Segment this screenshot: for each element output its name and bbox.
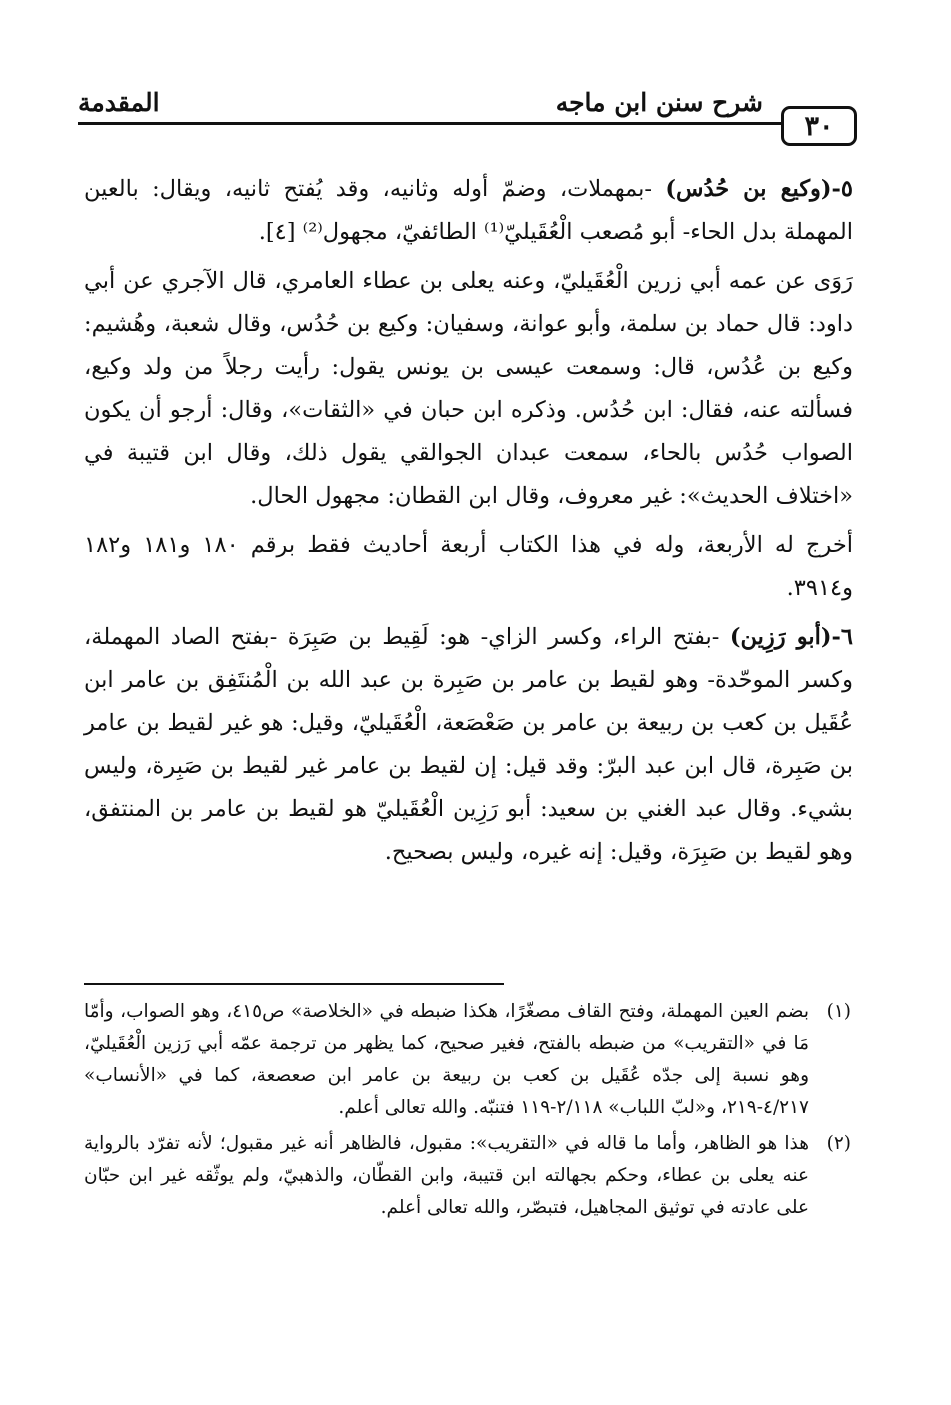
footnote-2-text: هذا هو الظاهر، وأما ما قاله في «التقريب»: مقبول، فالظاهر أنه غير مقبول؛ لأنه تفرّد بالرواية عنه يعلى بن عطاء، وحكم بجهالته ابن قتيبة، وابن القطّان، والذهبيّ، ولم يوثّقه غير ابن حبّان على عادته في توثيق المجاهيل، فتبصّر، والله تعالى أعلم. — [84, 1133, 809, 1218]
entry-5-text: -بمهملات، وضمّ أوله وثانيه، وقد يُفتح ثانيه، ويقال: بالعين المهملة بدل الحاء- أبو مُصعب الْعُقَيليّ⁽¹⁾ الطائفيّ، مجهول⁽²⁾ [٤]. — [84, 176, 853, 245]
footnotes — [84, 996, 851, 1228]
footnote-1-text: بضم العين المهملة، وفتح القاف مصغّرًا، هكذا ضبطه في «الخلاصة» ص٤١٥، وهو الصواب، وأمّا مَا في «التقريب» من ضبطه بالفتح، فغير صحيح، كما يظهر من ترجمة عمّه أبي رَزين الْعُقَيليّ، وهو نسبة إلى جدّه عُقَيل بن كعب بن ربيعة بن عامر ابن صعصعة، كما في «الأنساب» ٤/٢١٧-٢١٩، و«لبّ اللباب» ٢/١١٨-١١٩ فتنبّه. والله تعالى أعلم. — [84, 1001, 809, 1118]
entry-5-label: ٥-(وكيع بن حُدُس) — [665, 176, 853, 202]
running-header — [78, 86, 853, 156]
entry-6-label: ٦-(أبو رَزِين) — [729, 624, 853, 650]
page-number: ٣٠ — [781, 106, 857, 146]
footnote-1 — [84, 996, 851, 1124]
footnote-1-number: (١) — [826, 1001, 851, 1022]
entry-5-references-paragraph: أخرج له الأربعة، وله في هذا الكتاب أربعة أحاديث فقط برقم ١٨٠ و١٨١ و١٨٢ و٣٩١٤. — [84, 532, 853, 601]
entry-5-paragraph — [84, 168, 853, 254]
entry-6-text: -بفتح الراء، وكسر الزاي- هو: لَقِيط بن صَبِرَة -بفتح الصاد المهملة، وكسر الموحّدة- وهو لقيط بن عامر بن صَبِرة بن عبد الله بن الْمُنتَفِق بن عامر ابن عُقَيل بن كعب بن ربيعة بن عامر بن صَعْصَعة، الْعُقَيليّ، وقيل: هو غير لقيط بن عامر بن صَبِرة، قال ابن عبد البرّ: وقد قيل: إن لقيط بن عامر غير لقيط بن صَبِرة، وليس بشيء. وقال عبد الغني بن سعيد: أبو رَزِين الْعُقَيليّ هو لقيط بن عامر بن المنتفق، وهو لقيط بن صَبِرَة، وقيل: إنه غيره، وليس بصحيح. — [84, 624, 853, 865]
header-rule — [78, 122, 793, 125]
section-title: المقدمة — [78, 88, 160, 117]
footnote-2 — [84, 1128, 851, 1224]
book-title: شرح سنن ابن ماجه — [555, 88, 763, 117]
footnote-2-number: (٢) — [826, 1133, 851, 1154]
footnote-divider — [84, 983, 504, 985]
entry-6-paragraph — [84, 616, 853, 874]
entry-5-narration-paragraph: رَوَى عن عمه أبي زرين الْعُقَيليّ، وعنه يعلى بن عطاء العامري، قال الآجري عن أبي داود: قال حماد بن سلمة، وأبو عوانة، وسفيان: وكيع بن حُدُس، وقال شعبة، وهُشيم: وكيع بن عُدُس، قال: وسمعت عيسى بن يونس يقول: رأيت رجلاً من ولد وكيع، فسألته عنه، فقال: ابن حُدُس. وذكره ابن حبان في «الثقات»، وقال: أرجو أن يكون الصواب حُدُس بالحاء، سمعت عبدان الجوالقي يقول ذلك، وقال ابن قتيبة في «اختلاف الحديث»: غير معروف، وقال ابن القطان: مجهول الحال. — [84, 268, 853, 509]
main-text — [84, 168, 853, 880]
